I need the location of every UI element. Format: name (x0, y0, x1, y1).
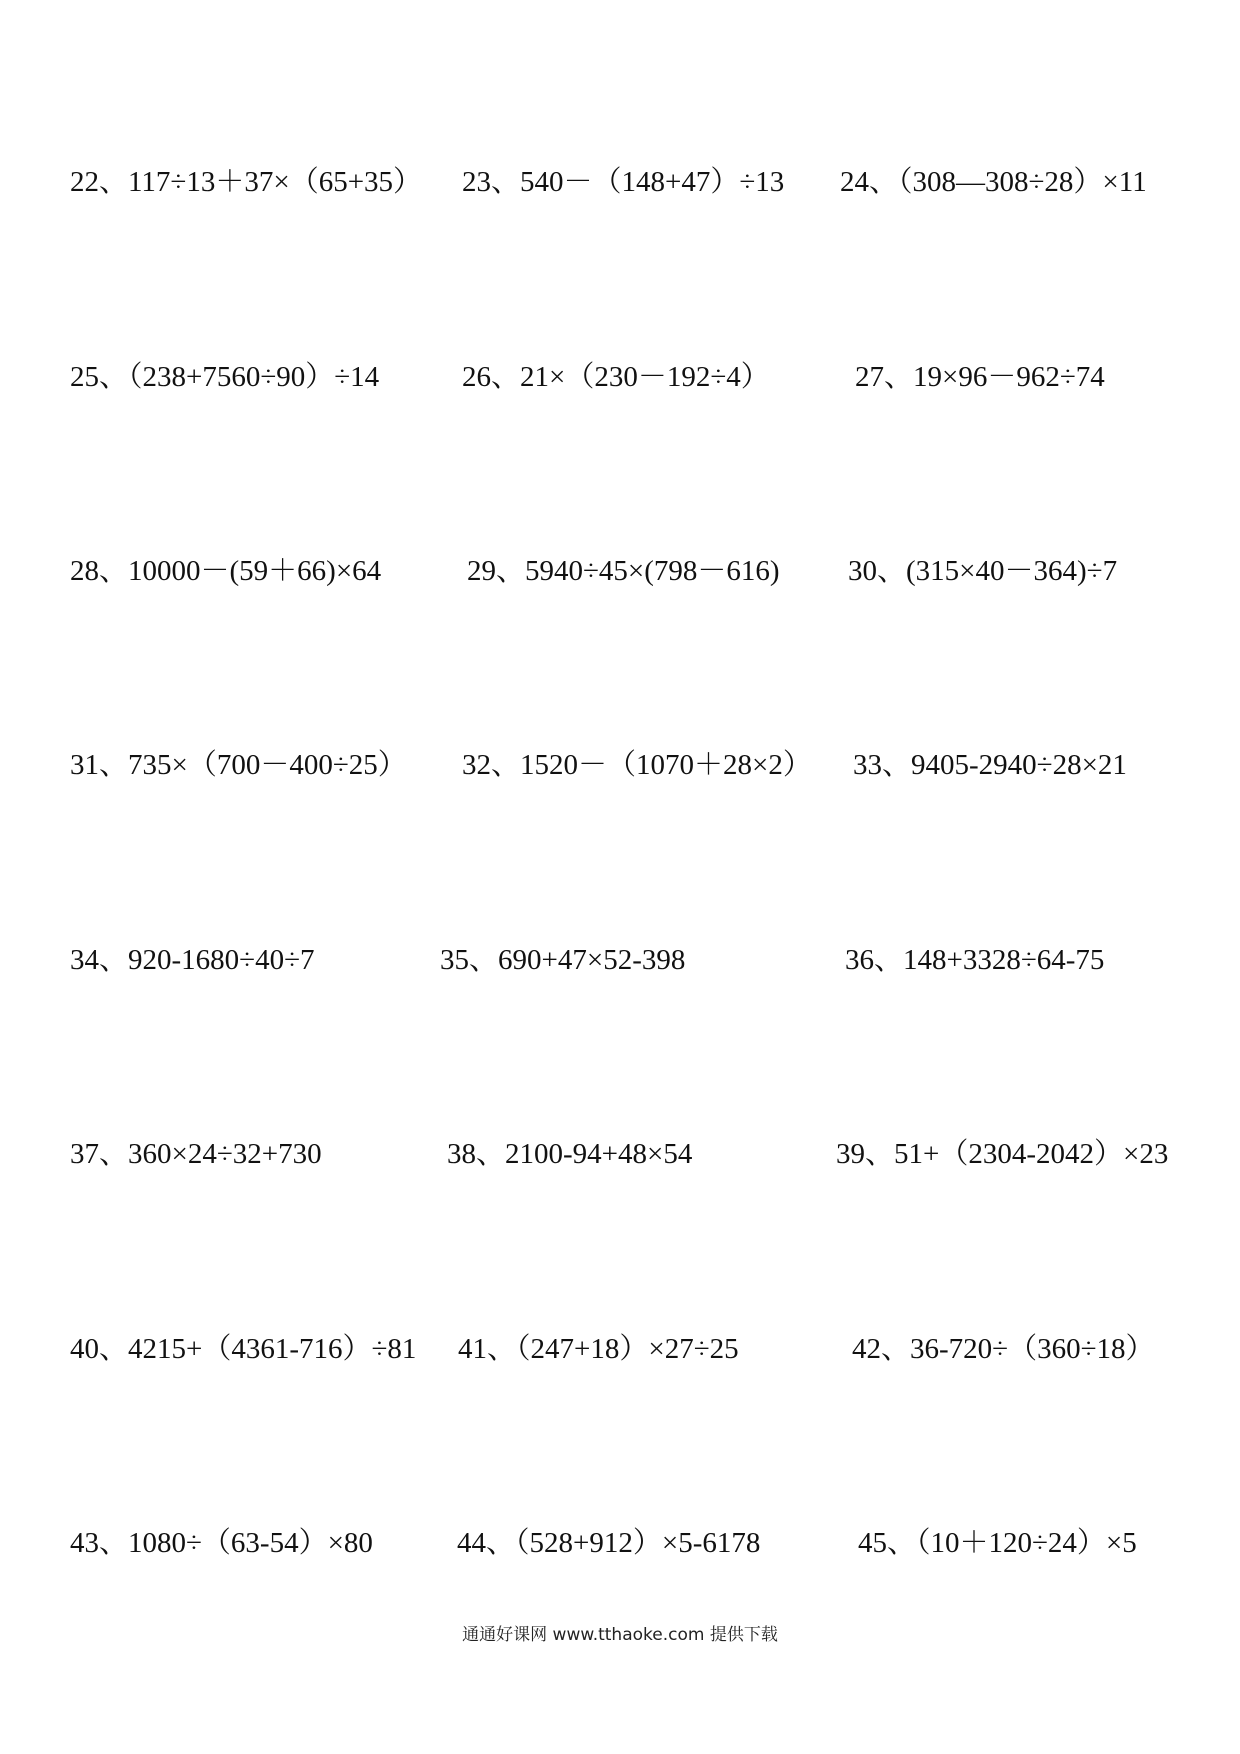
problem-44: 44、（528+912）×5-6178 (457, 1527, 761, 1559)
problem-35: 35、690+47×52-398 (440, 944, 686, 976)
problem-23: 23、540－（148+47）÷13 (462, 166, 785, 198)
problem-34: 34、920-1680÷40÷7 (70, 944, 315, 976)
footer-source-note: 通通好课网 www.tthaoke.com 提供下载 (462, 1625, 778, 1645)
problem-42: 42、36-720÷（360÷18） (852, 1333, 1155, 1365)
problem-40: 40、4215+（4361-716）÷81 (70, 1333, 417, 1365)
problem-31: 31、735×（700－400÷25） (70, 749, 407, 781)
problem-41: 41、（247+18）×27÷25 (458, 1333, 739, 1365)
problem-36: 36、148+3328÷64-75 (845, 944, 1105, 976)
problem-29: 29、5940÷45×(798－616) (467, 555, 780, 587)
problem-32: 32、1520－（1070＋28×2） (462, 749, 812, 781)
problem-22: 22、117÷13＋37×（65+35） (70, 166, 423, 198)
problem-37: 37、360×24÷32+730 (70, 1138, 322, 1170)
problem-25: 25、（238+7560÷90）÷14 (70, 361, 380, 393)
problem-39: 39、51+（2304-2042）×23 (836, 1138, 1169, 1170)
problem-28: 28、10000－(59＋66)×64 (70, 555, 382, 587)
problem-26: 26、21×（230－192÷4） (462, 361, 770, 393)
problem-27: 27、19×96－962÷74 (855, 361, 1105, 393)
problem-30: 30、(315×40－364)÷7 (848, 555, 1118, 587)
problem-33: 33、9405-2940÷28×21 (853, 749, 1127, 781)
problem-43: 43、1080÷（63-54）×80 (70, 1527, 373, 1559)
problem-45: 45、（10＋120÷24）×5 (858, 1527, 1137, 1559)
problem-24: 24、（308—308÷28）×11 (840, 166, 1147, 198)
problem-38: 38、2100-94+48×54 (447, 1138, 693, 1170)
